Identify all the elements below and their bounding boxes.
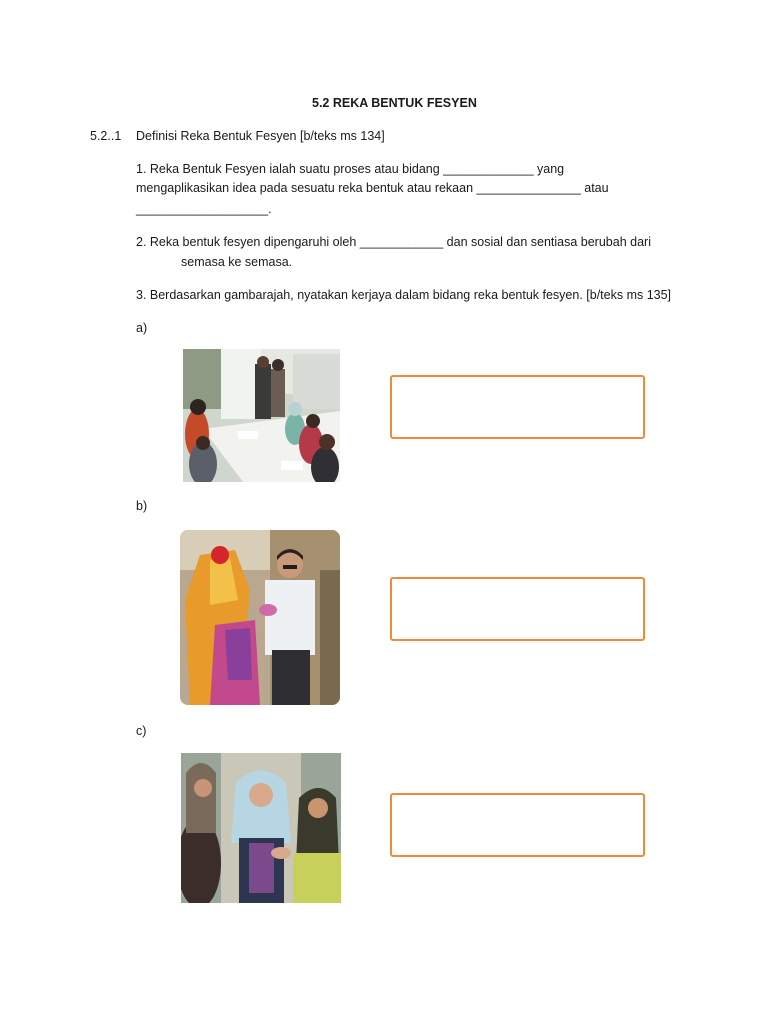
answer-box-a[interactable]	[390, 375, 645, 439]
question-1-line-1: 1. Reka Bentuk Fesyen ialah suatu proses atau bidang _____________ yang	[136, 162, 565, 176]
question-2-line-2: semasa ke semasa.	[181, 255, 293, 269]
answer-box-b[interactable]	[390, 577, 645, 641]
photo-fashion-designer	[180, 530, 340, 705]
item-label-a: a)	[136, 321, 148, 335]
question-2-line-1: 2. Reka bentuk fesyen dipengaruhi oleh ____________ dan sosial dan sentiasa berubah dari	[136, 235, 651, 249]
photo-design-meeting	[183, 349, 340, 482]
question-3: 3. Berdasarkan gambarajah, nyatakan kerjaya dalam bidang reka bentuk fesyen. [b/teks ms 135]	[136, 288, 672, 302]
photo-fashion-consultants	[181, 753, 341, 903]
section-number: 5.2..1	[90, 129, 122, 143]
item-label-b: b)	[136, 499, 148, 513]
question-1-line-3: ___________________.	[136, 202, 272, 216]
section-heading: Definisi Reka Bentuk Fesyen [b/teks ms 134]	[136, 129, 385, 143]
question-1-line-2: mengaplikasikan idea pada sesuatu reka bentuk atau rekaan _______________ atau	[136, 181, 609, 195]
page-title: 5.2 REKA BENTUK FESYEN	[312, 96, 477, 110]
answer-box-c[interactable]	[390, 793, 645, 857]
item-label-c: c)	[136, 724, 147, 738]
